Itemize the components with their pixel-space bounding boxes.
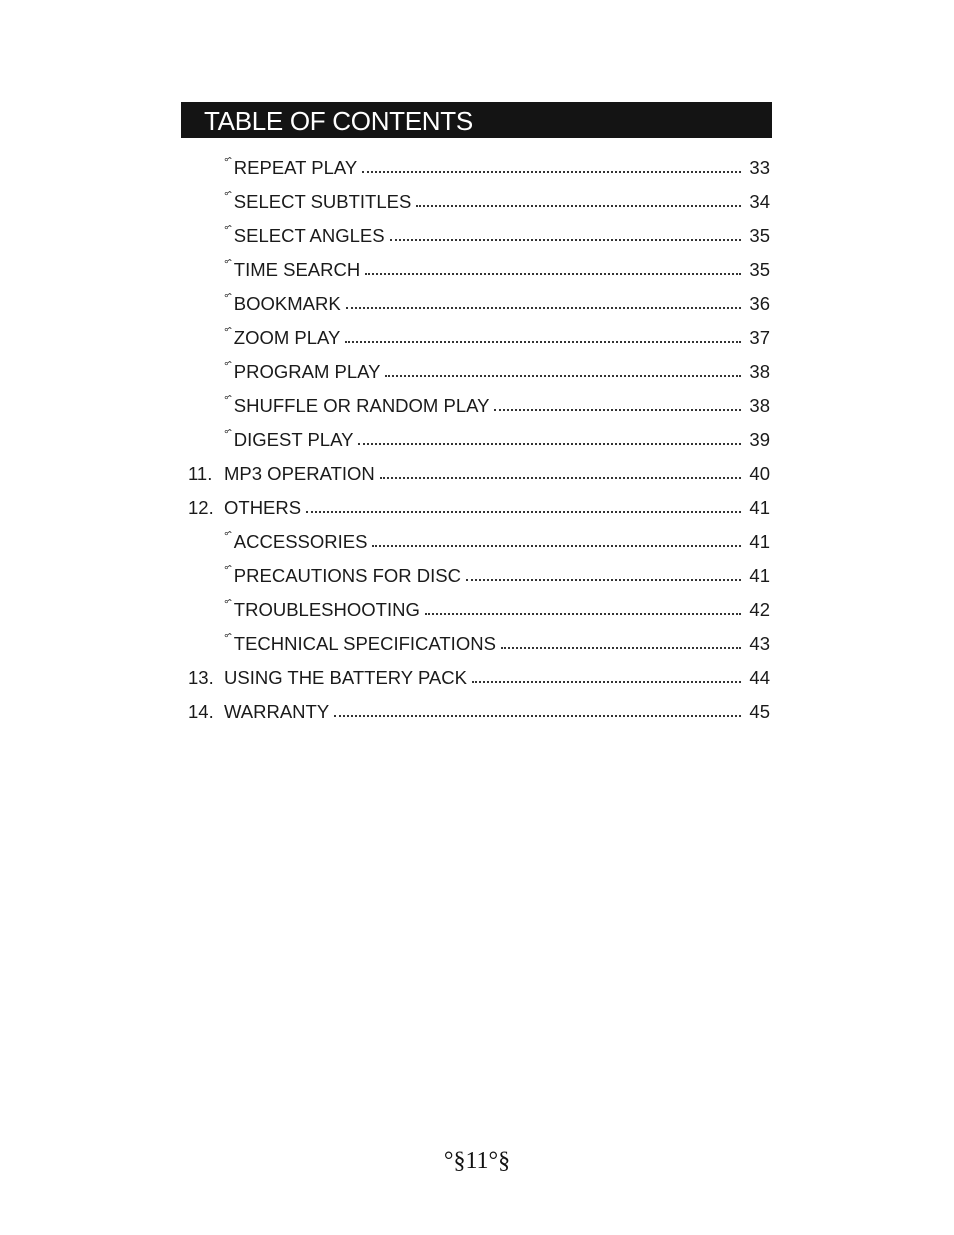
dot-leader xyxy=(358,443,741,445)
toc-entry-page: 41 xyxy=(749,565,770,586)
toc-bullet: °ˆ xyxy=(224,223,231,237)
toc-entry xyxy=(224,427,770,451)
toc-entry xyxy=(188,699,770,723)
toc-entry xyxy=(224,359,770,383)
dot-leader xyxy=(416,205,741,207)
toc-entry-page: 36 xyxy=(749,293,770,314)
toc-entry-label: OTHERS xyxy=(224,497,302,518)
dot-leader xyxy=(334,715,741,717)
toc-entry-page: 35 xyxy=(749,259,770,280)
dot-leader xyxy=(346,307,741,309)
toc-entry-page: 37 xyxy=(749,327,770,348)
toc-entry-label: PRECAUTIONS FOR DISC xyxy=(233,565,461,586)
toc-entry xyxy=(224,393,770,417)
toc-entry xyxy=(224,257,770,281)
dot-leader xyxy=(365,273,741,275)
toc-entry-label: MP3 OPERATION xyxy=(224,463,375,484)
dot-leader xyxy=(501,647,741,649)
toc-entry-page: 44 xyxy=(749,667,770,688)
toc-entry-page: 40 xyxy=(749,463,770,484)
toc-entry xyxy=(224,529,770,553)
dot-leader xyxy=(466,579,741,581)
toc-entry-label: BOOKMARK xyxy=(233,293,341,314)
toc-entry-label: SELECT SUBTITLES xyxy=(233,191,412,212)
page-number: °§11°§ xyxy=(443,1148,511,1174)
dot-leader xyxy=(390,239,741,241)
toc-entry-label: TROUBLESHOOTING xyxy=(233,599,420,620)
toc-entry-label: ZOOM PLAY xyxy=(233,327,341,348)
toc-entry-label: SHUFFLE OR RANDOM PLAY xyxy=(233,395,490,416)
toc-entry-label: REPEAT PLAY xyxy=(233,157,358,178)
toc-entry-number: 13. xyxy=(188,667,214,688)
toc-entry-page: 34 xyxy=(749,191,770,212)
toc-entry-page: 41 xyxy=(749,497,770,518)
toc-bullet: °ˆ xyxy=(224,529,231,543)
toc-entry-label: ACCESSORIES xyxy=(233,531,368,552)
toc-entry-label: PROGRAM PLAY xyxy=(233,361,381,382)
dot-leader xyxy=(372,545,741,547)
toc-entry xyxy=(224,189,770,213)
toc-entry-number: 12. xyxy=(188,497,214,518)
toc-bullet: °ˆ xyxy=(224,189,231,203)
toc-bullet: °ˆ xyxy=(224,325,231,339)
dot-leader xyxy=(380,477,741,479)
toc-entry-page: 43 xyxy=(749,633,770,654)
toc-entry-label: TIME SEARCH xyxy=(233,259,361,280)
toc-entry xyxy=(188,461,770,485)
dot-leader xyxy=(425,613,741,615)
toc-entry xyxy=(224,291,770,315)
toc-bullet: °ˆ xyxy=(224,257,231,271)
toc-header xyxy=(181,102,772,138)
toc-entry-page: 38 xyxy=(749,395,770,416)
toc-bullet: °ˆ xyxy=(224,563,231,577)
toc-entry xyxy=(224,597,770,621)
dot-leader xyxy=(345,341,741,343)
toc-entry-page: 39 xyxy=(749,429,770,450)
toc-entry-page: 33 xyxy=(749,157,770,178)
toc-entry xyxy=(188,665,770,689)
toc-bullet: °ˆ xyxy=(224,597,231,611)
toc-bullet: °ˆ xyxy=(224,631,231,645)
toc-entry-page: 42 xyxy=(749,599,770,620)
toc-entry xyxy=(224,223,770,247)
toc-entry-page: 38 xyxy=(749,361,770,382)
page-title: TABLE OF CONTENTS xyxy=(204,106,473,136)
toc-entry-number: 14. xyxy=(188,701,214,722)
toc-bullet: °ˆ xyxy=(224,155,231,169)
dot-leader xyxy=(362,171,741,173)
toc-entry-page: 45 xyxy=(749,701,770,722)
toc-bullet: °ˆ xyxy=(224,291,231,305)
toc-entry-label: SELECT ANGLES xyxy=(233,225,385,246)
toc-entry xyxy=(224,631,770,655)
toc-entry xyxy=(224,155,770,179)
toc-entry-page: 41 xyxy=(749,531,770,552)
dot-leader xyxy=(306,511,741,513)
toc-entry-label: USING THE BATTERY PACK xyxy=(224,667,467,688)
dot-leader xyxy=(494,409,741,411)
dot-leader xyxy=(385,375,741,377)
toc-entry-page: 35 xyxy=(749,225,770,246)
toc-bullet: °ˆ xyxy=(224,359,231,373)
toc-entry-number: 11. xyxy=(188,463,213,484)
toc-entry xyxy=(224,325,770,349)
toc-bullet: °ˆ xyxy=(224,427,231,441)
toc-entry xyxy=(188,495,770,519)
toc-bullet: °ˆ xyxy=(224,393,231,407)
dot-leader xyxy=(472,681,741,683)
toc-entry-label: TECHNICAL SPECIFICATIONS xyxy=(233,633,496,654)
toc-entry-label: DIGEST PLAY xyxy=(233,429,354,450)
toc-entry-label: WARRANTY xyxy=(224,701,330,722)
toc-entry xyxy=(224,563,770,587)
